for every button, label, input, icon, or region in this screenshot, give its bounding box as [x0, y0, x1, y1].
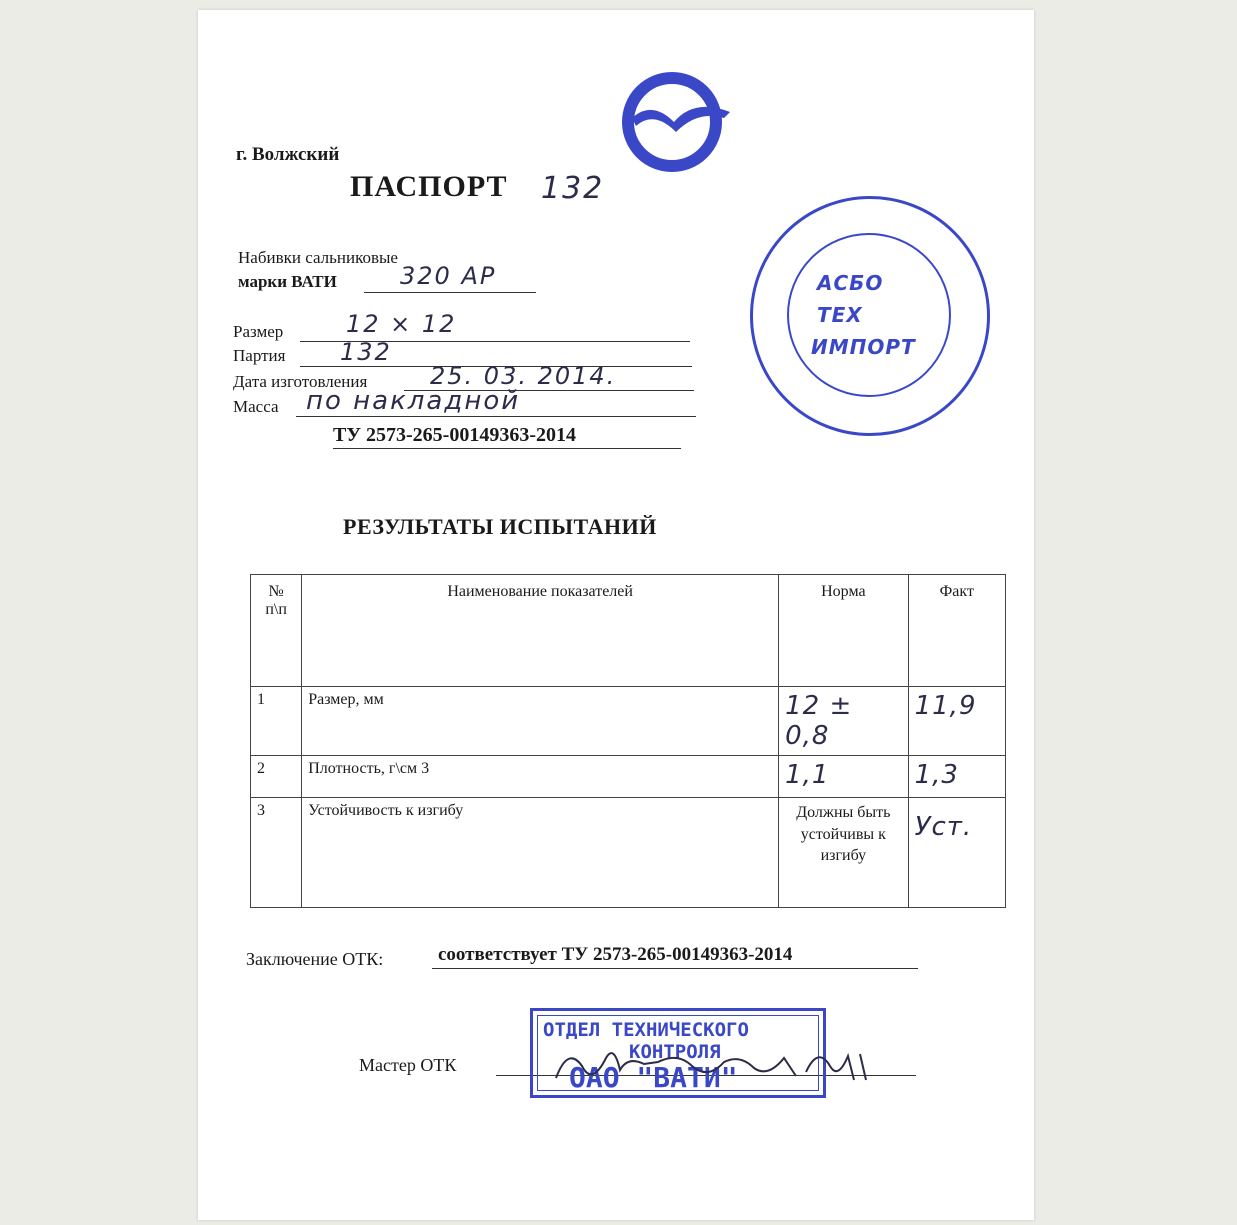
- product-type: Набивки сальниковые: [238, 248, 398, 267]
- mass-label: Масса: [233, 397, 279, 416]
- stamp-line-1: ОТДЕЛ ТЕХНИЧЕСКОГО: [543, 1019, 749, 1041]
- batch-value: 132: [340, 338, 392, 366]
- master-label: Мастер ОТК: [359, 1055, 457, 1075]
- table-row: [251, 687, 1006, 756]
- signature-icon: [548, 1036, 884, 1096]
- stamp-word-3: ИМПОРТ: [811, 335, 916, 359]
- date-value: 25. 03. 2014.: [430, 362, 617, 390]
- row-fact: 1,3: [908, 756, 1005, 798]
- tu-number: ТУ 2573-265-00149363-2014: [333, 424, 576, 446]
- table-row: [251, 756, 1006, 798]
- conclusion-label: Заключение ОТК:: [246, 949, 384, 969]
- page-title: ПАСПОРТ: [350, 170, 508, 203]
- brand-underline: [364, 292, 536, 293]
- stamp-line-3: ОАО "ВАТИ": [569, 1061, 738, 1094]
- row-num: 2: [251, 756, 302, 798]
- brand-label: марки ВАТИ: [238, 272, 337, 291]
- stamp-word-2: ТЕХ: [817, 303, 863, 327]
- date-label: Дата изготовления: [233, 372, 368, 391]
- mass-value: по накладной: [306, 386, 521, 416]
- results-table: [250, 574, 1006, 908]
- col-name: Наименование показателей: [302, 575, 779, 687]
- results-heading: РЕЗУЛЬТАТЫ ИСПЫТАНИЙ: [343, 514, 657, 539]
- brand-value: 320 АР: [400, 262, 497, 290]
- col-fact: Факт: [908, 575, 1005, 687]
- city: г. Волжский: [236, 144, 340, 165]
- row-name: Размер, мм: [302, 687, 779, 756]
- row-fact: 11,9: [908, 687, 1005, 756]
- passport-number: 132: [541, 171, 605, 206]
- mass-underline: [296, 416, 696, 417]
- batch-label: Партия: [233, 346, 286, 365]
- row-num: 3: [251, 798, 302, 908]
- size-label: Размер: [233, 322, 284, 341]
- row-norm: Должны быть устойчивы к изгибу: [779, 798, 909, 908]
- round-stamp-inner: [787, 233, 951, 397]
- col-num: № п\п: [251, 575, 302, 687]
- conclusion-underline: [432, 968, 918, 969]
- row-fact: Уст.: [908, 798, 1005, 908]
- table-header-row: [251, 575, 1006, 687]
- col-norm: Норма: [779, 575, 909, 687]
- conclusion-value: соответствует ТУ 2573-265-00149363-2014: [438, 944, 793, 965]
- stamp-line-2: КОНТРОЛЯ: [629, 1041, 721, 1063]
- row-num: 1: [251, 687, 302, 756]
- round-stamp: [750, 196, 990, 436]
- row-name: Плотность, г\см 3: [302, 756, 779, 798]
- stamp-word-1: АСБО: [817, 271, 884, 295]
- tu-underline: [333, 448, 681, 449]
- row-name: Устойчивость к изгибу: [302, 798, 779, 908]
- row-norm: 1,1: [779, 756, 909, 798]
- company-logo-icon: [612, 70, 740, 178]
- table-row: [251, 798, 1006, 908]
- row-norm: 12 ± 0,8: [779, 687, 909, 756]
- size-value: 12 × 12: [346, 310, 457, 338]
